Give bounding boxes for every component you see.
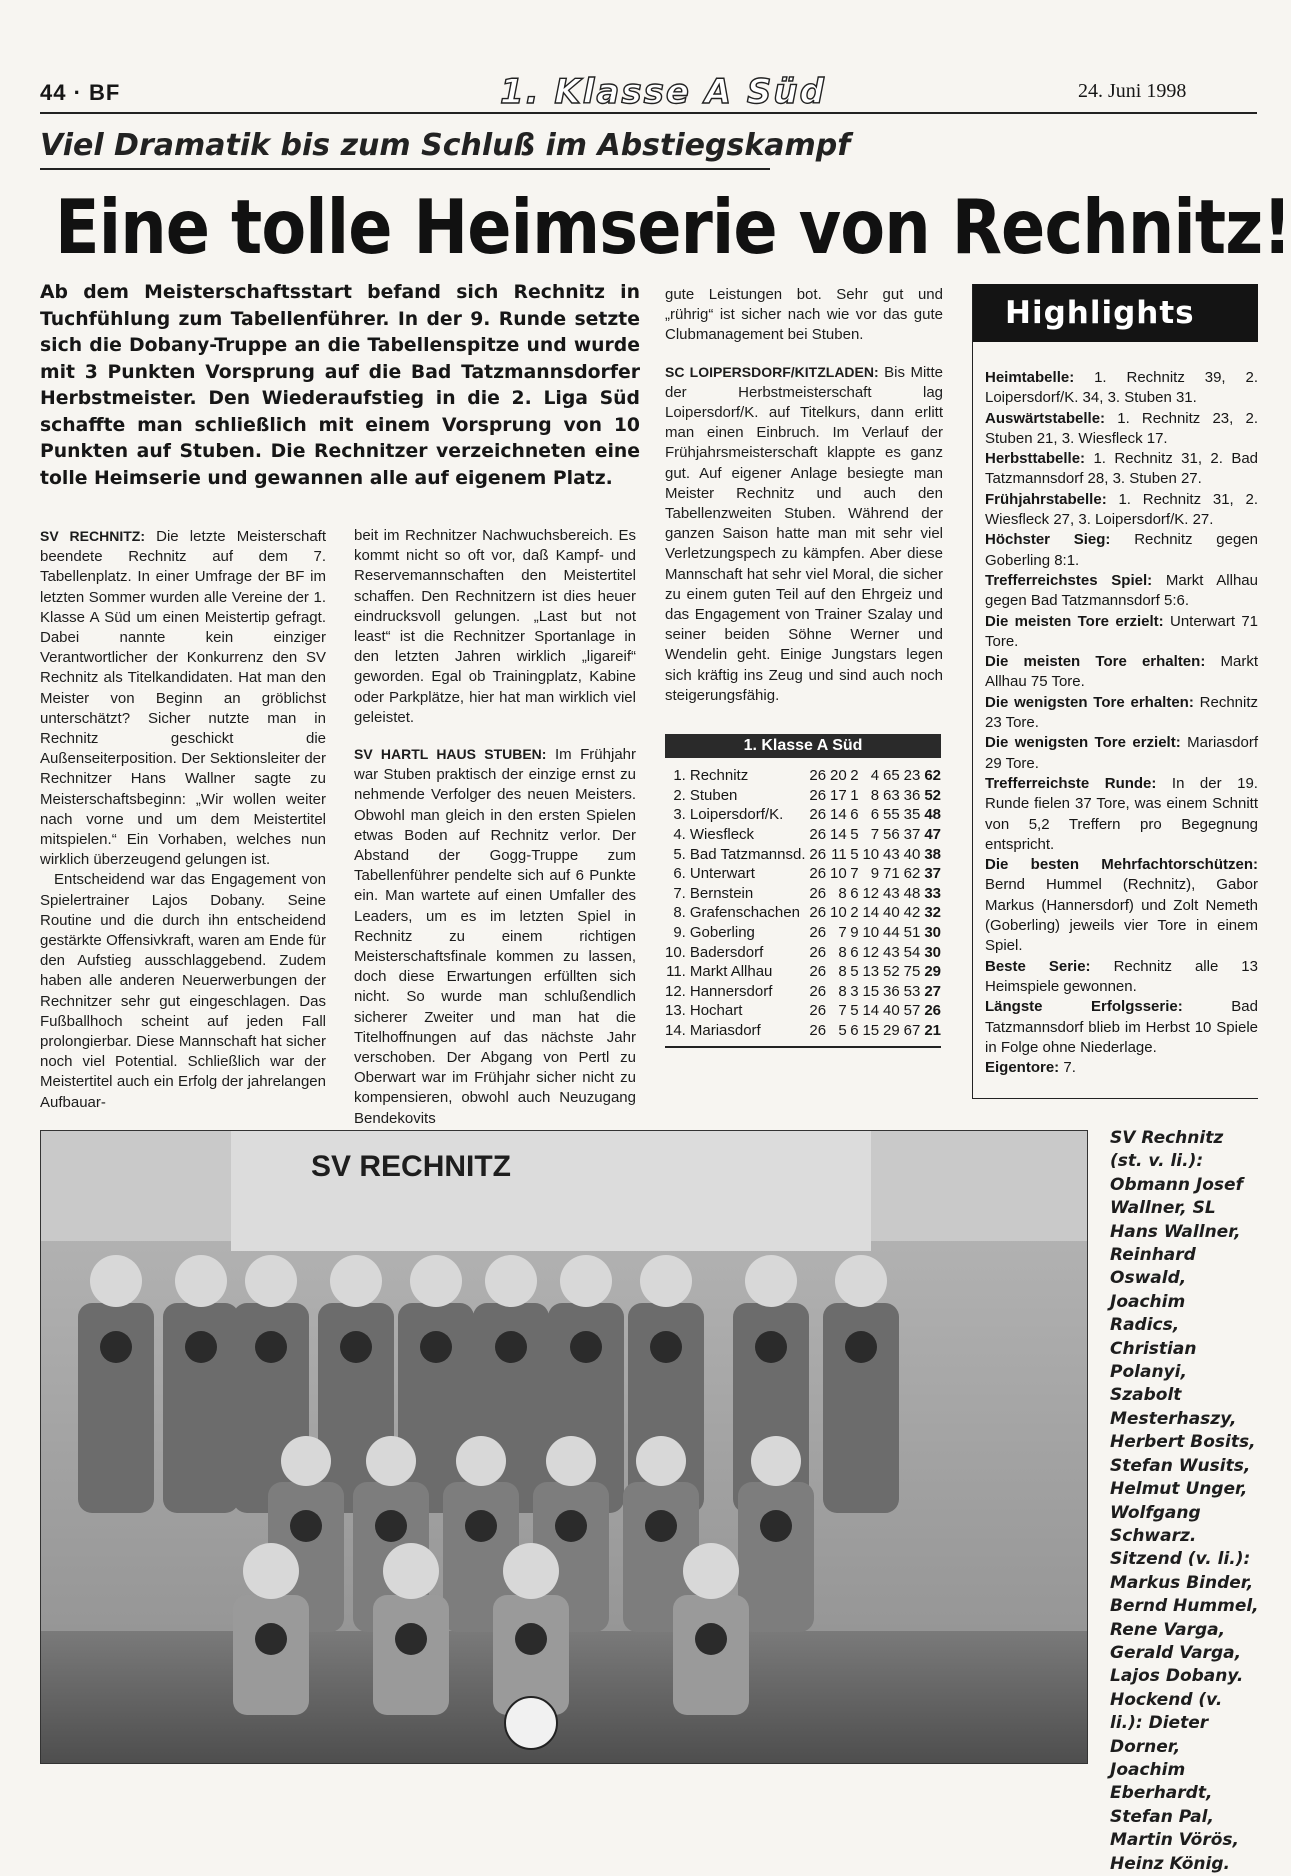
player-head [636,1436,686,1486]
table-cell-rank: 12. [665,982,686,1000]
jersey-logo-icon [420,1331,452,1363]
player-head [560,1255,612,1307]
jersey-logo-icon [290,1510,322,1542]
table-cell-ga: 53 [903,982,921,1000]
highlight-label: Trefferreichste Runde: [985,774,1157,792]
highlights-title: Highlights [973,284,1258,342]
table-cell-rank: 3. [673,806,686,824]
table-cell-losses: 4 [870,767,880,785]
player-head [175,1255,227,1307]
table-cell-rank: 2. [673,786,686,804]
table-cell-pts: 21 [924,1022,941,1040]
table-cell-gf: 44 [883,924,900,942]
table-cell-gf: 55 [883,806,900,824]
table-rule [665,1046,941,1048]
table-cell-wins: 8 [838,943,847,961]
table-cell-gf: 43 [883,884,900,902]
table-cell-ga: 23 [903,767,921,785]
kicker-underline [40,168,770,170]
table-cell-draws: 6 [850,884,859,902]
table-cell-ga: 37 [903,826,921,844]
player-head [503,1543,559,1599]
highlight-label: Beste Serie: [985,957,1091,975]
highlight-label: Die wenigsten Tore erzielt: [985,734,1181,752]
table-cell-wins: 17 [830,786,847,804]
highlight-item [985,490,1258,531]
highlight-item [985,957,1258,998]
table-cell-ga: 51 [903,924,921,942]
highlight-label: Die wenigsten Tore erhalten: [985,693,1194,711]
highlight-item [985,855,1258,956]
table-cell-games: 26 [809,924,827,942]
clubhouse-sign: SV RECHNITZ [311,1150,512,1183]
player-body [738,1482,814,1632]
team-photo-image [41,1131,1087,1763]
article-column-2 [354,526,636,1129]
table-cell-losses: 13 [862,963,880,981]
table-cell-wins: 11 [831,845,847,863]
jersey-logo-icon [570,1331,602,1363]
highlight-text: 1. Rechnitz 23, 2. Stuben 21, 3. Wiesfleck 17. [985,409,1259,447]
table-cell-pts: 48 [924,806,941,824]
table-cell-ga: 67 [903,1022,921,1040]
table-row [665,962,941,982]
player-head [485,1255,537,1307]
highlight-item [985,368,1258,409]
highlight-item [985,571,1258,612]
table-cell-gf: 63 [883,786,900,804]
table-row [665,884,941,904]
lead-paragraph: Ab dem Meisterschaftsstart befand sich Rechnitz in Tuchfühlung zum Tabellenführer. In der 9. Runde setzte sich die Dobany-Truppe an die Tabellenspitze und wurde mit 3 Punkten Vorsprung auf die Bad Tatzmannsdorfer Herbstmeister. Den Wiederaufstieg in die 2. Liga Süd schaffte man schließlich mit einem Vorsprung von 10 Punkten auf Stuben. Die Rechnitzer verzeichneten eine tolle Heimserie und gewannen alle auf eigenem Platz. [40,282,640,489]
jersey-logo-icon [755,1331,787,1363]
table-cell-ga: 36 [903,786,921,804]
table-cell-losses: 8 [870,786,880,804]
table-cell-gf: 43 [883,845,900,863]
table-cell-pts: 32 [924,904,941,922]
table-cell-draws: 5 [850,845,859,863]
table-cell-games: 26 [809,845,827,863]
player-head [751,1436,801,1486]
table-cell-rank: 4. [673,826,686,844]
table-cell-team: Wiesfleck [689,826,755,844]
table-row [665,1021,941,1041]
jersey-logo-icon [495,1331,527,1363]
table-cell-gf: 71 [883,865,900,883]
table-cell-wins: 14 [830,826,847,844]
table-cell-draws: 2 [850,904,859,922]
player-head [281,1436,331,1486]
table-cell-rank: 8. [673,904,686,922]
jersey-logo-icon [515,1623,547,1655]
table-cell-games: 26 [809,884,827,902]
header-rule [40,112,1257,114]
photo-caption: SV Rechnitz (st. v. li.): Obmann Josef Wallner, SL Hans Wallner, Reinhard Oswald, Joachim Radics, Christian Polanyi, Szabolt Mesterhaszy, Herbert Bosits, Stefan Wusits, Helmut Unger, Wolfgang Schwarz. Sitzend (v. li.): Markus Binder, Bernd Hummel, Rene Varga, Gerald Varga, Lajos Dobany. Hockend (v. li.): Dieter Dorner, Joachim Eberhardt, Stefan Pal, Martin Vörös, Heinz König. [1110,1128,1259,1874]
highlight-item [985,733,1258,774]
table-cell-wins: 8 [838,982,847,1000]
player-head [330,1255,382,1307]
table-cell-pts: 52 [924,786,941,804]
table-cell-games: 26 [809,767,827,785]
highlight-item [985,774,1258,855]
table-cell-losses: 9 [870,865,880,883]
table-cell-losses: 10 [862,845,880,863]
highlight-item [985,409,1258,450]
paragraph: gute Leistungen bot. Sehr gut und „rührig“ ist sicher nach wie vor das gute Clubmanagement bei Stuben. [665,286,943,344]
table-cell-pts: 27 [924,982,941,1000]
highlight-text: 7. [1063,1059,1076,1077]
table-cell-wins: 5 [838,1022,847,1040]
highlight-item [985,612,1258,653]
football [505,1697,557,1749]
player-head [410,1255,462,1307]
article-column-3 [665,285,943,706]
paragraph-text: Die letzte Meisterschaft beendete Rechnitz auf dem 7. Tabellenplatz. In einer Umfrage der BF im letzten Sommer wurden alle Vereine der 1. Klasse A Süd um einen Meistertip gefragt. Dabei nannte kein einziger Verantwortlicher der Konkurrenz den SV Rechnitz als Titelkandidaten. Hat man den Meister von Beginn an gröblichst unterschätzt? Sicher nutzte man in Rechnitz geschickt die Außenseiterposition. Der Sektionsleiter der Rechnitzer Hans Wallner sagte zu Meisterschaftsbeginn: „Wir wollen weiter nach vorne und um dem Meistertitel mitspielen.“ Ein Vorhaben, welches nun wirklich überzeugend gelungen ist. [40,528,326,869]
table-cell-wins: 10 [830,904,847,922]
highlight-text: Mariasdorf 29 Tore. [985,734,1258,772]
highlight-text: Bernd Hummel (Rechnitz), Gabor Markus (Hannersdorf) und Zolt Nemeth (Goberling) jeweils vier Tore in einem Spiel. [985,876,1258,955]
kicker: Viel Dramatik bis zum Schluß im Abstiegskampf [40,128,851,163]
table-cell-ga: 57 [903,1002,921,1020]
highlight-label: Eigentore: [985,1059,1060,1077]
highlights-box [972,284,1258,1099]
highlight-label: Herbsttabelle: [985,450,1086,468]
table-cell-rank: 6. [673,865,686,883]
highlight-label: Höchster Sieg: [985,531,1111,549]
paragraph: Entscheidend war das Engagement von Spielertrainer Lajos Dobany. Seine Routine und die durch ihn entscheidend gestärkte Offensivkraft, waren am Ende für den Aufstieg ausschlaggebend. Zudem haben alle anderen Neuerwerbungen der Rechnitzer sehr gut eingeschlagen. Das Fußballhoch scheint auf jeden Fall prolongierbar. Diese Mannschaft hat sicher noch viel Potential. Schließlich war der Meistertitel auch ein Erfolg der jahrelangen Aufbauar- [40,871,326,1111]
table-cell-games: 26 [809,943,827,961]
table-cell-team: Unterwart [689,865,755,883]
table-cell-games: 26 [809,826,827,844]
table-cell-pts: 37 [924,865,941,883]
highlight-text: Bad Tatzmannsdorf blieb im Herbst 10 Spiele in Folge ohne Niederlage. [985,998,1258,1056]
highlight-label: Frühjahrstabelle: [985,490,1107,508]
table-cell-team: Stuben [689,786,738,804]
highlight-label: Längste Erfolgsserie: [985,998,1183,1016]
table-cell-draws: 6 [850,1022,859,1040]
table-cell-rank: 1. [673,767,686,785]
jersey-logo-icon [100,1331,132,1363]
player-head [835,1255,887,1307]
paragraph [40,526,326,870]
article-column-1 [40,526,326,1113]
table-cell-draws: 3 [850,982,859,1000]
highlight-label: Auswärtstabelle: [985,409,1106,427]
table-cell-wins: 10 [830,865,847,883]
player-head [683,1543,739,1599]
highlight-text: 1. Rechnitz 31, 2. Wiesfleck 27, 3. Loipersdorf/K. 27. [985,490,1258,529]
table-row [665,864,941,884]
table-cell-wins: 7 [838,1002,847,1020]
table-cell-wins: 20 [830,767,847,785]
table-cell-gf: 56 [883,826,900,844]
table-cell-gf: 52 [883,963,900,981]
standings-table-box [665,734,941,1048]
table-cell-team: Goberling [689,924,755,942]
table-cell-gf: 36 [883,982,900,1000]
paragraph-text: Im Frühjahr war Stuben praktisch der einzige ernst zu nehmende Verfolger des neuen Meisters. Obwohl man gleich in den ersten Spielen etwas Boden auf Rechnitz verlor. Der Abstand der Gogg-Truppe zum Tabellenführer pendelte sich auf 6 Punkte ein. Man wartete auf einen Umfaller des Leaders, um es im letzten Spiel in Rechnitz zu einem richtigen Meisterschaftsfinale kommen zu lassen, doch diese Erwartungen erfüllten sich nicht. So wurde man schlußendlich sicherer Zweiter und man hat die Titelhoffnungen auf das nächste Jahr verschoben. Der Abgang von Pertl zu Oberwart war im Frühjahr sicher nicht zu kompensieren, obwohl auch Neuzugang Bendekovits [354,746,636,1127]
jersey-logo-icon [845,1331,877,1363]
jersey-logo-icon [465,1510,497,1542]
table-cell-games: 26 [809,865,827,883]
table-cell-losses: 12 [862,943,880,961]
paragraph [665,362,943,706]
table-cell-draws: 2 [850,767,859,785]
table-cell-rank: 14. [665,1022,686,1040]
table-row [665,766,941,786]
standings-title: 1. Klasse A Süd [665,734,941,758]
jersey-logo-icon [645,1510,677,1542]
paragraph: beit im Rechnitzer Nachwuchsbereich. Es kommt nicht so oft vor, daß Kampf- und Reservemannschaften den Meistertitel schaffen. Den Rechnitzern ist dies heuer eindrucksvoll gelungen. „Last but not least“ ist die Rechnitzer Sportanlage in den letzten Jahren wirklich „ligareif“ geworden. Egal ob Trainingplatz, Kabine oder Parkplätze, hier hat man wirklich viel geleistet. [354,527,636,726]
paragraph-text: Bis Mitte der Herbstmeisterschaft lag Loipersdorf/K. auf Titelkurs, dann erlitt man einen Einbruch. Im Verlauf der Frühjahrsmeisterschaft klappte es ganz gut. Auf eigener Anlage besiegte man Meister Rechnitz und auch den Tabellenzweiten Stuben. Während der ganzen Saison hatte man mit sehr viel Verletzungspech zu kämpfen. Aber diese Mannschaft hat sehr viel Moral, die sicher zu einem guten Teil auf den Ehrgeiz und das Engagement von Trainer Szalay und seiner beiden Söhne Werner und Wendelin geht. Einige Jungstars legen sich kräftig ins Zeug und sind auch noch steigerungsfähig. [665,363,943,704]
player-head [640,1255,692,1307]
highlight-text: Rechnitz 23 Tore. [985,693,1258,732]
table-row [665,942,941,962]
player-head [546,1436,596,1486]
table-cell-team: Grafenschachen [689,904,800,922]
table-cell-losses: 14 [862,904,880,922]
paragraph [354,744,636,1129]
table-cell-draws: 9 [850,924,859,942]
jersey-logo-icon [255,1623,287,1655]
table-cell-games: 26 [809,786,827,804]
table-cell-pts: 26 [924,1002,941,1020]
table-cell-rank: 7. [673,884,686,902]
table-cell-draws: 6 [850,943,859,961]
table-cell-ga: 35 [903,806,921,824]
table-cell-pts: 38 [924,845,941,863]
highlight-label: Heimtabelle: [985,369,1075,386]
table-row [665,825,941,845]
team-photo [40,1130,1088,1764]
table-row [665,786,941,806]
table-cell-team: Hochart [689,1002,743,1020]
table-cell-wins: 14 [830,806,847,824]
table-cell-games: 26 [809,1022,827,1040]
table-cell-gf: 65 [883,767,900,785]
player-head [383,1543,439,1599]
jersey-logo-icon [185,1331,217,1363]
table-cell-ga: 40 [903,845,921,863]
table-cell-rank: 13. [665,1002,686,1020]
highlight-item [985,997,1258,1058]
highlights-list [985,368,1258,1078]
table-row [665,903,941,923]
jersey-logo-icon [695,1623,727,1655]
jersey-logo-icon [340,1331,372,1363]
highlight-item [985,652,1258,693]
table-cell-ga: 48 [903,884,921,902]
player-head [245,1255,297,1307]
table-cell-pts: 47 [924,826,941,844]
table-cell-team: Loipersdorf/K. [689,806,784,824]
table-cell-ga: 62 [903,865,921,883]
table-cell-wins: 7 [838,924,847,942]
section-label: SV HARTL HAUS STUBEN: [354,746,547,763]
player-head [366,1436,416,1486]
highlight-label: Die meisten Tore erzielt: [985,612,1164,630]
jersey-logo-icon [255,1331,287,1363]
table-cell-gf: 29 [883,1022,900,1040]
table-cell-losses: 15 [862,1022,880,1040]
table-cell-losses: 12 [862,884,880,902]
highlight-label: Trefferreichstes Spiel: [985,571,1153,589]
table-cell-games: 26 [809,806,827,824]
table-cell-pts: 62 [924,767,941,785]
table-cell-team: Hannersdorf [689,982,773,1000]
table-cell-wins: 8 [838,884,847,902]
player-head [745,1255,797,1307]
table-cell-team: Rechnitz [689,767,749,785]
highlight-item [985,530,1258,571]
standings-table [665,766,941,1040]
headline: Eine tolle Heimserie von Rechnitz! [55,183,1291,271]
table-cell-gf: 40 [883,904,900,922]
highlight-text: 1. Rechnitz 31, 2. Bad Tatzmannsdorf 28, 3. Stuben 27. [985,450,1259,488]
table-row [665,1001,941,1021]
section-label: SV RECHNITZ: [40,528,145,544]
table-cell-draws: 7 [850,865,859,883]
table-cell-losses: 10 [862,924,880,942]
table-cell-rank: 9. [673,924,686,942]
table-cell-team: Bernstein [689,884,754,902]
table-cell-pts: 30 [924,943,941,961]
table-row [665,982,941,1002]
table-cell-team: Badersdorf [689,943,764,961]
table-cell-rank: 11. [666,963,686,981]
issue-date: 24. Juni 1998 [1078,80,1187,102]
page-number: 44 · BF [40,80,121,105]
table-cell-draws: 5 [850,1002,859,1020]
jersey-logo-icon [650,1331,682,1363]
table-cell-draws: 5 [850,963,859,981]
table-cell-ga: 42 [903,904,921,922]
table-cell-wins: 8 [838,963,847,981]
table-cell-games: 26 [809,1002,827,1020]
table-cell-team: Markt Allhau [689,963,773,981]
highlight-item [985,693,1258,734]
highlight-label: Die besten Mehrfachtorschützen: [985,856,1258,874]
table-cell-games: 26 [809,963,827,981]
table-cell-pts: 29 [924,963,941,981]
table-cell-rank: 5. [673,845,686,863]
table-row [665,923,941,943]
table-cell-draws: 5 [850,826,859,844]
table-cell-team: Bad Tatzmannsd. [689,845,806,863]
table-cell-draws: 6 [850,806,859,824]
table-cell-losses: 15 [862,982,880,1000]
highlight-text: In der 19. Runde fielen 37 Tore, was einem Schnitt von 5,2 Treffern pro Begegnung entspricht. [985,774,1258,853]
table-cell-ga: 54 [903,943,921,961]
table-cell-losses: 7 [870,826,880,844]
table-row [665,805,941,825]
highlight-item [985,449,1258,490]
table-cell-pts: 30 [924,924,941,942]
table-cell-losses: 6 [870,806,880,824]
highlight-text: Markt Allhau gegen Bad Tatzmannsdorf 5:6. [985,571,1258,610]
highlight-text: Rechnitz gegen Goberling 8:1. [985,531,1258,569]
table-cell-draws: 1 [850,786,859,804]
jersey-logo-icon [760,1510,792,1542]
table-cell-rank: 10. [665,943,686,961]
jersey-logo-icon [555,1510,587,1542]
highlight-label: Die meisten Tore erhalten: [985,653,1206,671]
player-head [243,1543,299,1599]
highlight-item [985,1058,1258,1078]
highlight-text: 1. Rechnitz 39, 2. Loipersdorf/K. 34, 3. Stuben 31. [985,369,1258,407]
jersey-logo-icon [375,1510,407,1542]
player-head [90,1255,142,1307]
table-cell-games: 26 [809,904,827,922]
highlight-text: Unterwart 71 Tore. [985,612,1259,650]
highlight-text: Markt Allhau 75 Tore. [985,653,1258,691]
table-cell-games: 26 [809,982,827,1000]
table-cell-pts: 33 [924,884,941,902]
jersey-logo-icon [395,1623,427,1655]
table-row [665,844,941,864]
table-cell-ga: 75 [903,963,921,981]
table-cell-gf: 43 [883,943,900,961]
player-head [456,1436,506,1486]
table-cell-team: Mariasdorf [689,1022,761,1040]
section-title: 1. Klasse A Süd [500,72,826,112]
section-label: SC LOIPERSDORF/KITZLADEN: [665,363,879,380]
table-cell-gf: 40 [883,1002,900,1020]
table-cell-losses: 14 [862,1002,880,1020]
highlight-text: Rechnitz alle 13 Heimspiele gewonnen. [985,957,1258,995]
